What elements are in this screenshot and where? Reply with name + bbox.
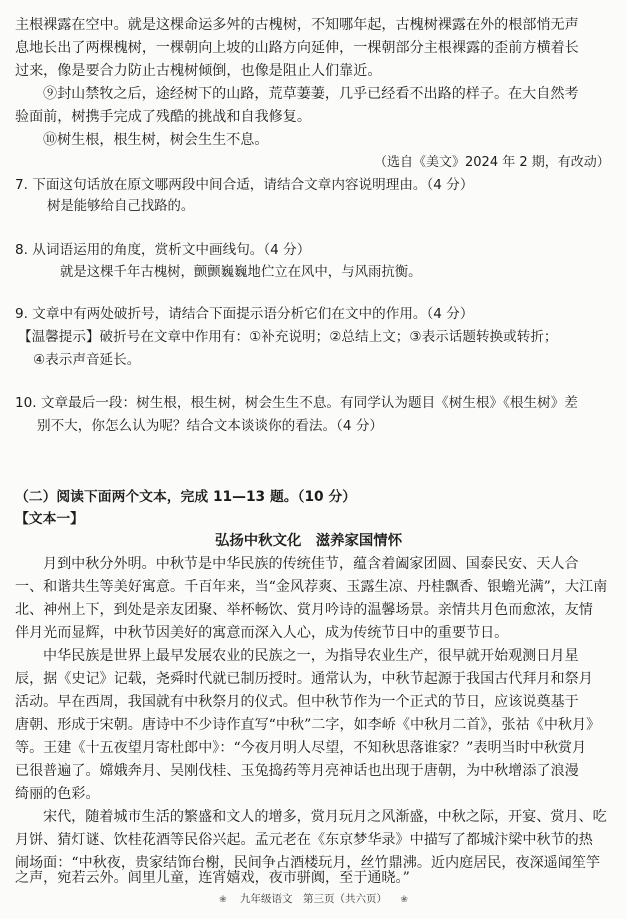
flower-ornament-icon: ❀ xyxy=(400,895,408,905)
page-footer xyxy=(0,891,627,906)
article-title: 弘扬中秋文化 滋养家国情怀 xyxy=(215,533,403,549)
text-1-label: 【文本一】 xyxy=(15,511,84,527)
question-8: 8. 从词语运用的角度，赏析文中画线句。（4 分） xyxy=(15,242,311,258)
article-p2-line-6: 已很普遍了。嫦娥奔月、吴刚伐桂、玉兔捣药等月亮神话也出现于唐朝，为中秋增添了浪漫 xyxy=(15,763,579,779)
question-10-line-1: 10. 文章最后一段：树生根，根生树，树会生生不息。有同学认为题目《树生根》《根生树》差 xyxy=(15,395,578,411)
passage-line-1: 主根裸露在空中。就是这棵命运多舛的古槐树，不知哪年起，古槐树裸露在外的根部悄无声 xyxy=(15,17,579,33)
question-9-tip-line-1: 【温馨提示】破折号在文章中作用有：①补充说明；②总结上文；③表示话题转换或转折； xyxy=(18,329,558,345)
paragraph-9-line-2: 验面前，树携手完成了残酷的挑战和自我修复。 xyxy=(15,109,311,125)
question-7-quote: 树是能够给自己找路的。 xyxy=(47,199,195,214)
article-p1-line-4: 伴月光而显辉，中秋节因美好的寓意而深入人心，成为传统节日中的重要节日。 xyxy=(15,625,509,641)
article-p1-line-1: 月到中秋分外明。中秋节是中华民族的传统佳节，蕴含着阖家团圆、国泰民安、天人合 xyxy=(43,556,579,572)
passage-line-3: 过来，像是要合力防止古槐树倾倒，也像是阻止人们靠近。 xyxy=(15,63,382,79)
question-8-quote: 就是这棵千年古槐树，颤颤巍巍地伫立在风中，与风雨抗衡。 xyxy=(60,265,422,280)
flower-ornament-icon: ❀ xyxy=(219,895,227,905)
article-p2-line-1: 中华民族是世界上最早发展农业的民族之一，为指导农业生产，很早就开始观测日月星 xyxy=(43,648,579,664)
question-7: 7. 下面这句话放在原文哪两段中间合适，请结合文章内容说明理由。（4 分） xyxy=(15,177,474,193)
question-9: 9. 文章中有两处破折号，请结合下面提示语分析它们在文中的作用。（4 分） xyxy=(15,306,474,322)
question-10-line-2: 别不大，你怎么认为呢？结合文本谈谈你的看法。（4 分） xyxy=(37,418,384,434)
article-p3-line-3: 闹场面：“中秋夜，贵家结饰台榭，民间争占酒楼玩月，丝竹鼎沸。近内庭居民，夜深遥闻笙竽 xyxy=(15,855,601,871)
article-p2-line-5: 等。王建《十五夜望月寄杜郎中》：“今夜月明人尽望，不知秋思落谁家？”表明当时中秋赏月 xyxy=(15,740,587,756)
question-9-tip-line-2: ④表示声音延长。 xyxy=(33,352,141,368)
article-p3-line-4: 之声，宛若云外。闾里儿童，连宵嬉戏，夜市骈阗，至于通晓。” xyxy=(15,870,410,886)
passage-line-2: 息地长出了两棵槐树，一棵朝向上坡的山路方向延伸，一棵朝部分主根裸露的歪前方横着长 xyxy=(15,40,579,56)
paragraph-10: ⑩树生根，根生树，树会生生不息。 xyxy=(43,132,269,148)
page-number: 九年级语文 第三页（共六页） xyxy=(240,893,387,905)
article-p3-line-1: 宋代，随着城市生活的繁盛和文人的增多，赏月玩月之风渐盛，中秋之际，开宴、赏月、吃 xyxy=(43,809,607,825)
article-p2-line-3: 活动。早在西周，我国就有中秋祭月的仪式。但中秋节作为一个正式的节日，应该说奠基于 xyxy=(15,694,579,710)
section-2-heading: （二）阅读下面两个文本，完成 11—13 题。（10 分） xyxy=(15,489,357,505)
article-p2-line-7: 绮丽的色彩。 xyxy=(15,786,100,802)
article-p2-line-2: 辰，据《史记》记载，尧舜时代就已制历授时。通常认为，中秋节起源于我国古代拜月和祭月 xyxy=(15,671,593,687)
article-p1-line-3: 北、神州上下，到处是亲友团聚、举杯畅饮、赏月吟诗的温馨场景。亲情共月色而愈浓，友情 xyxy=(15,602,593,618)
paragraph-9-line-1: ⑨封山禁牧之后，途经树下的山路，荒草萋萋，几乎已经看不出路的样子。在大自然考 xyxy=(43,86,579,102)
article-p2-line-4: 唐朝、形成于宋朝。唐诗中不少诗作直写“中秋”二字，如李峤《中秋月二首》，张祜《中秋月》 xyxy=(15,717,601,733)
source-citation: （选自《美文》2024 年 2 期，有改动） xyxy=(374,155,610,170)
article-p1-line-2: 一、和谐共生等美好寓意。千百年来，当“金风荐爽、玉露生凉、丹桂飘香、银蟾光满”，大江南 xyxy=(15,579,608,595)
article-p3-line-2: 月饼、猜灯谜、饮桂花酒等民俗兴起。孟元老在《东京梦华录》中描写了都城汴梁中秋节的热 xyxy=(15,832,593,848)
